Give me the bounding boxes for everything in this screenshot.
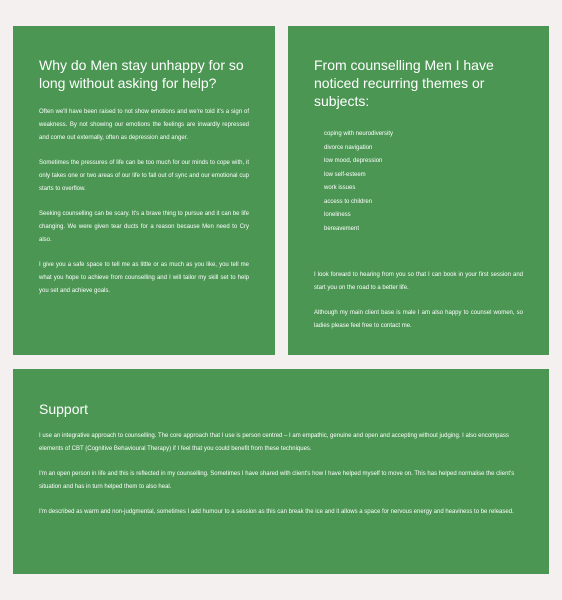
card-title: Support — [39, 401, 89, 417]
list-item: low mood, depression — [324, 158, 383, 164]
why-men-stay-unhappy-card — [13, 26, 275, 355]
support-card — [13, 369, 549, 574]
paragraph: I give you a safe space to tell me as little or as much as you like, you tell me what you hope to achieve from counselling and I will tailor my skill set to help you set and achieve goals. — [39, 262, 249, 294]
paragraph: I look forward to hearing from you so that I can book in your first session and start you on the road to a better life. — [314, 272, 523, 291]
list-item: divorce navigation — [324, 144, 373, 151]
list-item: coping with neurodiversity — [324, 131, 394, 137]
contact-text — [314, 269, 523, 333]
paragraph: I'm described as warm and non-judgmental, sometimes I add humour to a session as this can break the ice and it allows a space for nervous energy and heaviness to be released. — [39, 509, 514, 515]
paragraph: Seeking counselling can be scary. It's a brave thing to pursue and it can be life changing. We were given tear ducts for a reason because Men need to Cry also. — [39, 211, 249, 243]
card-title: From counselling Men I have noticed recurring themes or subjects: — [314, 57, 494, 109]
paragraph: I'm an open person in life and this is reflected in my counselling. Sometimes I have shared with client's how I have helped myself to move on. This has helped normalise the client's situation and has in turn helped them to also heal. — [39, 471, 515, 490]
list-item: low self-esteem — [324, 171, 366, 178]
card-title: Why do Men stay unhappy for so long without asking for help? — [39, 57, 244, 91]
paragraph: I use an integrative approach to counselling. The core approach that I use is person centred – I am empathic, genuine and open and accepting without judging. I also encompass elements of CBT (Cognitive Behavioural Therapy) if I feel that you could benefit from these techniques. — [39, 433, 509, 452]
paragraph: Often we'll have been raised to not show emotions and we're told it's a sign of weakness. By not showing our emotions the feelings are inwardly repressed and come out externally, often as depression and anger. — [39, 109, 249, 141]
recurring-themes-card — [288, 26, 549, 355]
list-item: loneliness — [324, 212, 351, 218]
list-item: bereavement — [324, 225, 360, 232]
paragraph: Although my main client base is male I am also happy to counsel women, so ladies please feel free to contact me. — [314, 310, 523, 329]
themes-list — [314, 128, 523, 236]
paragraph: Sometimes the pressures of life can be too much for our minds to cope with, it only takes one or two areas of our life to fall out of sync and our emotional cup starts to overflow. — [39, 160, 249, 192]
list-item: access to children — [324, 198, 373, 205]
list-item: work issues — [324, 185, 356, 191]
